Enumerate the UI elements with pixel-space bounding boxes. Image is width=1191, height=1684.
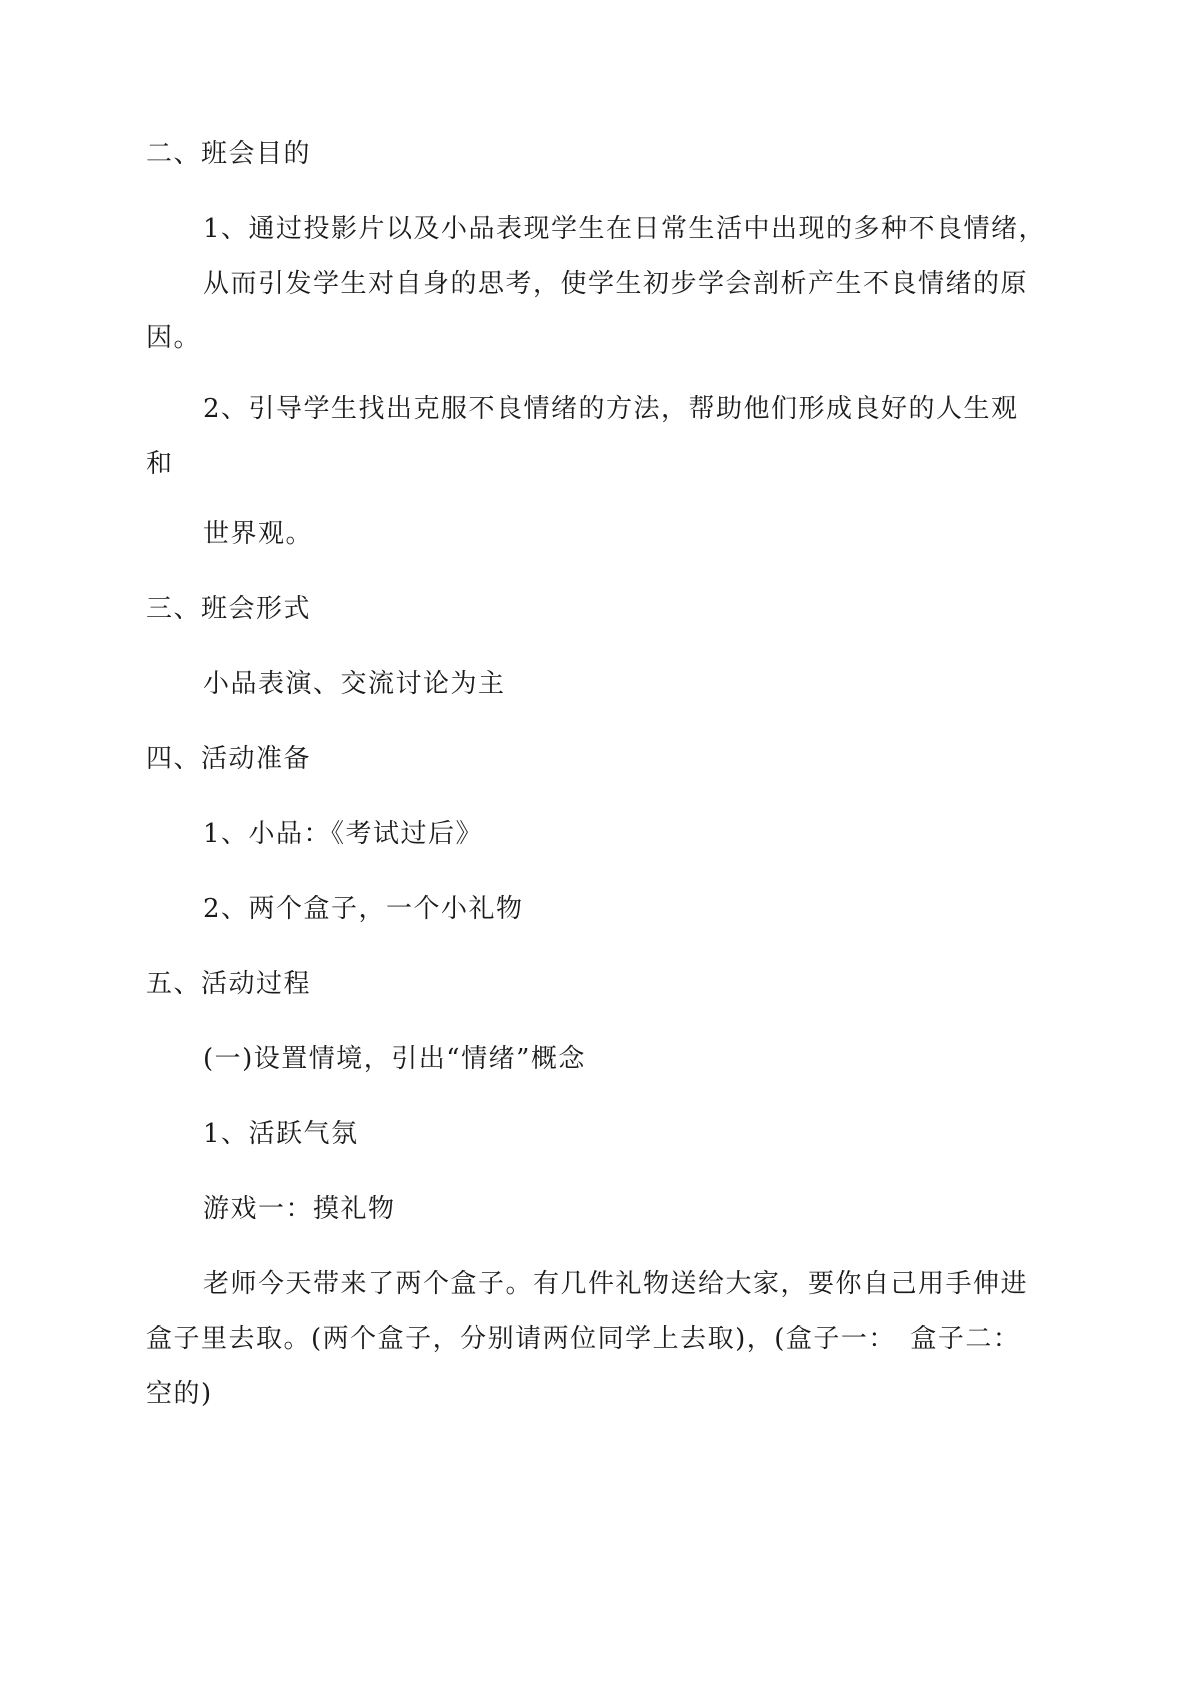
heading-class-meeting-purpose: 二、班会目的 (146, 139, 312, 169)
paragraph-line: 1、小品：《考试过后》 (203, 819, 484, 849)
paragraph-line: 1、通过投影片以及小品表现学生在日常生活中出现的多种不良情绪， (203, 214, 1047, 244)
paragraph-line: 盒子里去取。(两个盒子，分别请两位同学上去取)，(盒子一： 盒子二： (146, 1324, 1021, 1354)
paragraph-line: 游戏一：摸礼物 (203, 1194, 396, 1224)
heading-class-meeting-format: 三、班会形式 (146, 594, 312, 624)
paragraph-line: 老师今天带来了两个盒子。有几件礼物送给大家，要你自己用手伸进 (203, 1269, 1029, 1299)
paragraph-line: 从而引发学生对自身的思考，使学生初步学会剖析产生不良情绪的原 (203, 269, 1029, 299)
paragraph-line: 空的) (146, 1379, 213, 1409)
paragraph-line: (一)设置情境，引出“情绪”概念 (203, 1044, 586, 1074)
paragraph-line: 1、活跃气氛 (203, 1119, 359, 1149)
paragraph-line: 2、两个盒子，一个小礼物 (203, 894, 524, 924)
paragraph-line: 2、引导学生找出克服不良情绪的方法，帮助他们形成良好的人生观 (203, 394, 1019, 424)
paragraph-line: 世界观。 (203, 519, 314, 549)
heading-activity-process: 五、活动过程 (146, 969, 312, 999)
paragraph-line: 和 (146, 449, 174, 479)
paragraph-line: 因。 (146, 323, 202, 353)
paragraph-line: 小品表演、交流讨论为主 (203, 669, 506, 699)
heading-activity-preparation: 四、活动准备 (146, 744, 312, 774)
